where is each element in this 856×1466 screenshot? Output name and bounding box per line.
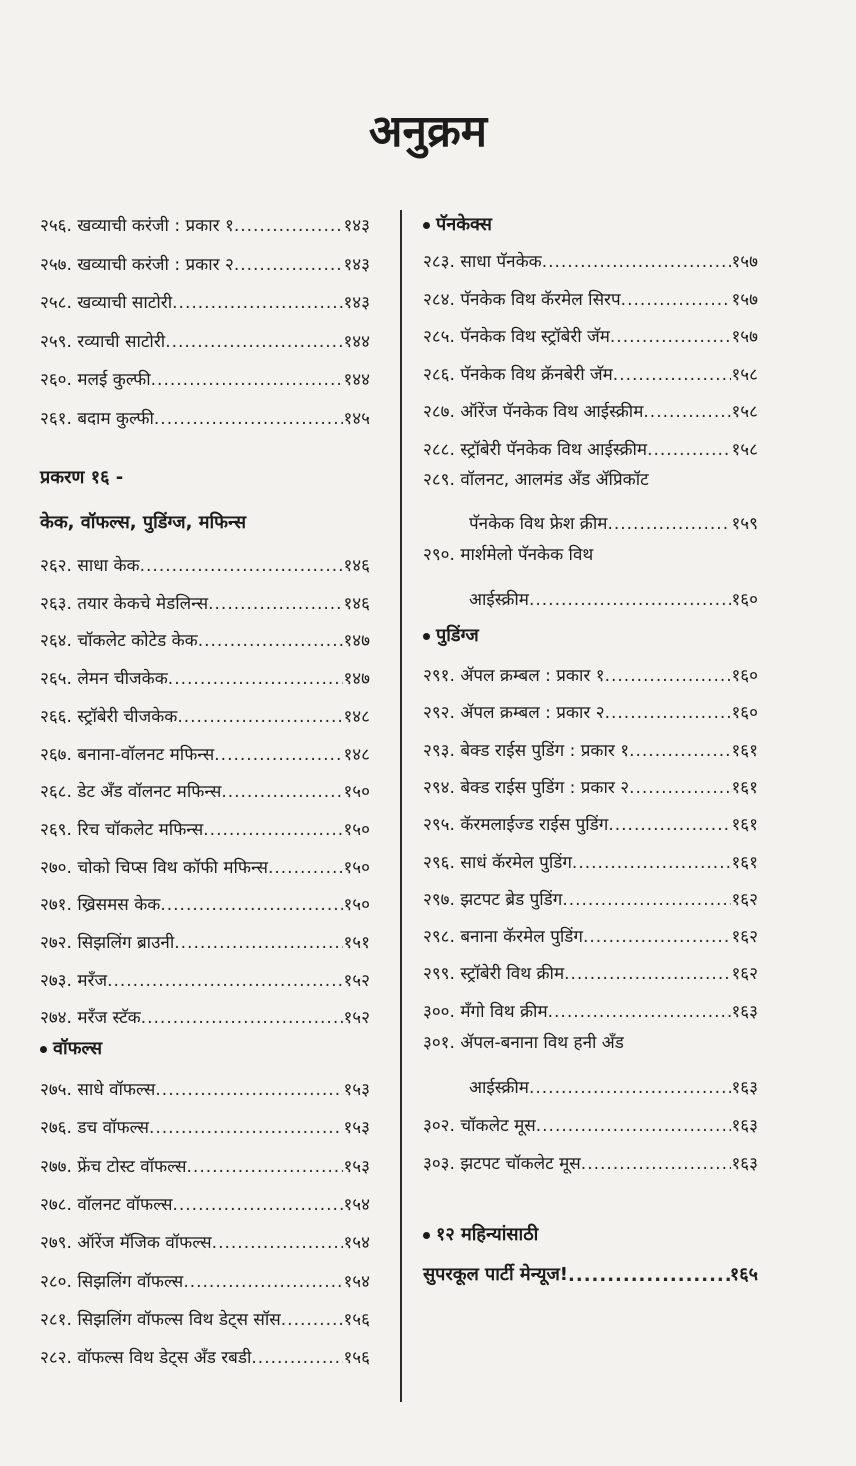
- toc-entry-page: १६०: [731, 666, 758, 686]
- toc-entry-title: २९५. कॅरमलाईज्ड राईस पुडिंग: [423, 815, 609, 836]
- toc-entry-title: २९४. बेक्ड राईस पुडिंग : प्रकार २: [423, 777, 630, 798]
- toc-entry-continued[interactable]: पॅनकेक विथ फ्रेश क्रीम ..... १५९: [423, 504, 758, 534]
- chapter-heading-number: प्रकरण १६ -: [40, 467, 124, 488]
- toc-entry[interactable]: [40, 1262, 370, 1292]
- toc-entry-title: २८६. पॅनकेक विथ क्रॅनबेरी जॅम: [423, 364, 613, 385]
- toc-entry-title: २९८. बनाना कॅरमेल पुडिंग: [423, 927, 583, 948]
- bullet-icon: [423, 222, 430, 229]
- toc-entry[interactable]: [40, 1070, 370, 1100]
- toc-entry-title: २९३. बेक्ड राईस पुडिंग : प्रकार १: [423, 740, 630, 761]
- toc-entry-title: २७२. सिझलिंग ब्राउनी: [40, 933, 175, 953]
- toc-entry[interactable]: [40, 206, 370, 236]
- toc-entry-title: २७५. साधे वॉफल्स: [40, 1080, 156, 1100]
- dot-leader: [183, 1272, 343, 1292]
- toc-entry[interactable]: [423, 355, 758, 385]
- toc-entry[interactable]: [423, 280, 758, 310]
- toc-entry[interactable]: [40, 697, 370, 727]
- dot-leader: [572, 853, 732, 873]
- toc-entry-page: १४८: [343, 706, 370, 727]
- toc-entry[interactable]: [40, 283, 370, 313]
- toc-entry[interactable]: [423, 954, 758, 984]
- toc-entry-page: १५०: [343, 895, 370, 916]
- dot-leader: [174, 933, 343, 953]
- toc-entry[interactable]: [40, 584, 370, 614]
- bullet-icon: [423, 633, 430, 640]
- toc-entry-title: २६३. तयार केकचे मेडलिन्स: [40, 593, 209, 614]
- toc-entry-title: २६१. बदाम कुल्फी: [40, 408, 154, 429]
- toc-entry-page: १६३: [731, 1116, 758, 1136]
- dot-leader: [621, 290, 732, 310]
- toc-entry-title: २९१. ॲपल क्रम्बल : प्रकार १: [423, 666, 605, 686]
- toc-entry-title: २७६. डच वॉफल्स: [40, 1118, 149, 1139]
- toc-entry-page: १४३: [343, 254, 370, 275]
- dot-leader: [172, 1195, 343, 1215]
- toc-entry[interactable]: [423, 1144, 758, 1174]
- toc-entry-title: २६८. डेट अँड वॉलनट मफिन्स: [40, 782, 222, 803]
- dot-leader: [605, 666, 732, 686]
- toc-entry-line1[interactable]: २८९. वॉलनट, आलमंड अँड ॲप्रिकॉट: [423, 470, 649, 490]
- toc-entry-page: १५६: [343, 1348, 370, 1369]
- bullet-icon: [40, 1046, 47, 1053]
- toc-entry[interactable]: [40, 1223, 370, 1253]
- toc-entry-page: १५७: [731, 252, 758, 272]
- toc-entry-page: १६१: [731, 852, 758, 873]
- toc-entry-title: २९६. साधं कॅरमेल पुडिंग: [423, 852, 572, 873]
- dot-leader: [536, 1116, 732, 1136]
- toc-entry-page: १६१: [731, 740, 758, 761]
- toc-entry-page: १६२: [731, 889, 758, 910]
- dot-leader: [562, 890, 731, 910]
- dot-leader: [234, 255, 344, 275]
- toc-entry-page: १५४: [343, 1271, 370, 1292]
- dot-leader: [177, 707, 343, 727]
- toc-entry[interactable]: [40, 1185, 370, 1215]
- dot-leader: [221, 782, 343, 802]
- toc-entry-page: १५८: [731, 364, 758, 385]
- dot-leader: [647, 440, 731, 460]
- toc-entry-title: २८२. वॉफल्स विथ डेट्स अँड रबडी: [40, 1348, 252, 1369]
- toc-entry-title: २६०. मलई कुल्फी: [40, 370, 151, 390]
- dot-leader: [629, 741, 731, 761]
- dot-leader: [140, 556, 344, 576]
- toc-entry-page: १६३: [731, 1001, 758, 1022]
- chapter-heading-title: केक, वॉफल्स, पुडिंग्ज, मफिन्स: [40, 512, 247, 533]
- toc-entry-page: १४४: [343, 370, 370, 390]
- dot-leader: [268, 858, 344, 878]
- toc-entry-page: १५८: [731, 439, 758, 460]
- toc-entry-page: १५२: [343, 970, 370, 991]
- toc-entry-title: ३०२. चॉकलेट मूस: [423, 1116, 536, 1136]
- dot-leader: [548, 1002, 732, 1022]
- dot-leader: [281, 1310, 344, 1330]
- toc-entry[interactable]: [423, 1106, 758, 1136]
- dot-leader: [610, 327, 732, 347]
- toc-entry[interactable]: [40, 399, 370, 429]
- dot-leader: [149, 1118, 344, 1138]
- toc-entry[interactable]: [40, 621, 370, 651]
- toc-entry-title: २६५. लेमन चीजकेक: [40, 669, 168, 690]
- toc-entry-title: २६६. स्ट्रॉबेरी चीजकेक: [40, 706, 178, 727]
- toc-entry-page: १५८: [731, 402, 758, 422]
- toc-entry-page: १५०: [343, 857, 370, 878]
- dot-leader: [212, 1233, 344, 1253]
- toc-entry[interactable]: [423, 917, 758, 947]
- toc-entry-page: १४३: [343, 293, 370, 313]
- toc-entry-title: २७३. मरँज: [40, 970, 108, 991]
- toc-entry[interactable]: [423, 430, 758, 460]
- toc-entry-title: २८३. साधा पॅनकेक: [423, 252, 542, 272]
- toc-entry[interactable]: [423, 693, 758, 723]
- toc-entry-title: २८५. पॅनकेक विथ स्ट्रॉबेरी जॅम: [423, 327, 610, 347]
- dot-leader: [168, 669, 344, 689]
- toc-entry-title: ३००. मँगो विथ क्रीम: [423, 1001, 548, 1022]
- toc-entry[interactable]: [423, 843, 758, 873]
- toc-entry-page: १५३: [343, 1156, 370, 1177]
- dot-leader: [203, 820, 343, 840]
- toc-entry-page: १६२: [731, 927, 758, 948]
- dot-leader: [214, 745, 343, 765]
- toc-entry-title: ३०३. झटपट चॉकलेट मूस: [423, 1153, 581, 1174]
- toc-entry[interactable]: [40, 1108, 370, 1138]
- toc-entry-title: २६२. साधा केक: [40, 556, 140, 576]
- dot-leader: [141, 1008, 344, 1028]
- dot-leader: [564, 964, 731, 984]
- toc-entry-line1[interactable]: ३०१. ॲपल-बनाना विथ हनी अँड: [423, 1033, 624, 1053]
- dot-leader: [187, 1157, 344, 1177]
- toc-entry[interactable]: [40, 810, 370, 840]
- toc-entry-title: २७९. ऑरेंज मॅजिक वॉफल्स: [40, 1233, 212, 1254]
- section-heading-waffles: वॉफल्स: [40, 1034, 102, 1064]
- toc-entry-title: २५६. खव्याची करंजी : प्रकार १: [40, 216, 234, 236]
- toc-entry[interactable]: [423, 317, 758, 347]
- toc-entry[interactable]: [40, 245, 370, 275]
- dot-leader: [165, 332, 343, 352]
- toc-entry-title: २८८. स्ट्रॉबेरी पॅनकेक विथ आईस्क्रीम: [423, 439, 648, 460]
- page-title: अनुक्रम: [368, 106, 488, 157]
- toc-entry[interactable]: [40, 848, 370, 878]
- section-heading-pancakes: पॅनकेक्स: [423, 210, 492, 240]
- dot-leader: [251, 1348, 343, 1368]
- toc-entry-page: १५४: [343, 1194, 370, 1215]
- section-heading-puddings: पुडिंग्ज: [423, 621, 479, 651]
- toc-entry-title: २५९. रव्याची साटोरी: [40, 331, 166, 352]
- dot-leader: [643, 402, 731, 422]
- bullet-icon: [423, 1232, 430, 1239]
- toc-entry-page: १५४: [343, 1233, 370, 1254]
- toc-entry[interactable]: [40, 961, 370, 991]
- dot-leader: [234, 216, 344, 236]
- toc-entry[interactable]: [40, 885, 370, 915]
- dot-leader: [160, 895, 343, 915]
- toc-entry[interactable]: [40, 1147, 370, 1177]
- toc-entry-title: २८४. पॅनकेक विथ कॅरमेल सिरप: [423, 289, 621, 310]
- toc-entry-page: १४५: [343, 408, 370, 429]
- toc-entry-page: १६२: [731, 964, 758, 985]
- toc-entry[interactable]: [423, 392, 758, 422]
- toc-entry-page: १४६: [343, 593, 370, 614]
- toc-entry-page: १५७: [731, 327, 758, 347]
- toc-entry-title: २८१. सिझलिंग वॉफल्स विथ डेट्स सॉस: [40, 1309, 281, 1330]
- toc-entry[interactable]: [423, 242, 758, 272]
- toc-entry-page: १४३: [343, 216, 370, 236]
- toc-entry-page: १४६: [343, 556, 370, 576]
- toc-entry-title: २६९. रिच चॉकलेट मफिन्स: [40, 819, 204, 840]
- toc-entry-page: १५७: [731, 289, 758, 310]
- toc-entry-title: २६७. बनाना-वॉलनट मफिन्स: [40, 744, 215, 765]
- toc-entry-title: २९२. ॲपल क्रम्बल : प्रकार २: [423, 703, 605, 724]
- dot-leader: [208, 594, 343, 614]
- toc-entry-page: १६०: [731, 703, 758, 724]
- toc-entry-continued[interactable]: आईस्क्रीम ..... १६३: [423, 1068, 758, 1098]
- dot-leader: [605, 703, 732, 723]
- toc-entry-title: २७८. वॉलनट वॉफल्स: [40, 1194, 173, 1215]
- dot-leader: [155, 1080, 343, 1100]
- toc-entry[interactable]: [423, 656, 758, 686]
- dot-leader: [172, 293, 343, 313]
- dot-leader: [629, 778, 731, 798]
- toc-entry[interactable]: [40, 659, 370, 689]
- toc-entry-title: २७१. ख्रिसमस केक: [40, 895, 161, 916]
- toc-entry-page: १४७: [343, 631, 370, 652]
- toc-entry[interactable]: [40, 1300, 370, 1330]
- toc-entry-continued[interactable]: आईस्क्रीम ..... १६०: [423, 580, 758, 610]
- dot-leader: [613, 365, 732, 385]
- toc-entry-menus[interactable]: सुपरकूल पार्टी मेन्यूज! ..... १६५: [423, 1256, 758, 1286]
- toc-entry-page: १४७: [343, 669, 370, 690]
- toc-entry-page: १५२: [343, 1008, 370, 1029]
- toc-entry[interactable]: [40, 360, 370, 390]
- toc-entry[interactable]: [40, 923, 370, 953]
- toc-entry-page: १५३: [343, 1080, 370, 1100]
- toc-entry-title: २७४. मरँज स्टॅक: [40, 1008, 141, 1029]
- toc-entry-page: १५०: [343, 782, 370, 803]
- section-heading-months: १२ महिन्यांसाठी: [423, 1220, 538, 1250]
- toc-entry-page: १६१: [731, 777, 758, 798]
- dot-leader: [151, 370, 344, 390]
- toc-entry[interactable]: [40, 546, 370, 576]
- dot-leader: [154, 409, 344, 429]
- toc-entry-page: १६१: [731, 815, 758, 836]
- toc-entry[interactable]: [423, 731, 758, 761]
- toc-entry-page: १४४: [343, 331, 370, 352]
- dot-leader: [107, 971, 343, 991]
- toc-entry-line1[interactable]: २९०. मार्शमेलो पॅनकेक विथ: [423, 545, 594, 565]
- toc-entry-page: १४८: [343, 744, 370, 765]
- toc-entry[interactable]: [40, 735, 370, 765]
- dot-leader: [542, 252, 732, 272]
- toc-entry-title: २५७. खव्याची करंजी : प्रकार २: [40, 254, 234, 275]
- toc-entry[interactable]: [40, 1338, 370, 1368]
- toc-entry-page: १५६: [343, 1309, 370, 1330]
- toc-entry[interactable]: [40, 998, 370, 1028]
- toc-entry-title: २६४. चॉकलेट कोटेड केक: [40, 631, 198, 652]
- toc-entry[interactable]: [423, 768, 758, 798]
- toc-entry-title: २७७. फ्रेंच टोस्ट वॉफल्स: [40, 1156, 187, 1177]
- toc-entry-title: २८०. सिझलिंग वॉफल्स: [40, 1271, 184, 1292]
- toc-entry-page: १५०: [343, 819, 370, 840]
- toc-entry[interactable]: [423, 992, 758, 1022]
- toc-entry-page: १५१: [343, 933, 370, 953]
- toc-entry-page: १५३: [343, 1118, 370, 1139]
- dot-leader: [198, 631, 344, 651]
- toc-entry-title: २७०. चोको चिप्स विथ कॉफी मफिन्स: [40, 857, 268, 878]
- dot-leader: [608, 815, 731, 835]
- dot-leader: [583, 927, 732, 947]
- toc-entry-title: २९७. झटपट ब्रेड पुडिंग: [423, 889, 563, 910]
- toc-entry[interactable]: [40, 772, 370, 802]
- toc-entry-page: १६३: [731, 1153, 758, 1174]
- toc-entry-title: २९९. स्ट्रॉबेरी विथ क्रीम: [423, 964, 565, 985]
- dot-leader: [581, 1154, 732, 1174]
- toc-entry[interactable]: [423, 880, 758, 910]
- toc-entry-title: २५८. खव्याची साटोरी: [40, 293, 173, 313]
- toc-entry-title: २८७. ऑरेंज पॅनकेक विथ आईस्क्रीम: [423, 402, 644, 422]
- column-divider: [400, 210, 402, 1402]
- toc-entry[interactable]: [40, 322, 370, 352]
- toc-entry[interactable]: [423, 805, 758, 835]
